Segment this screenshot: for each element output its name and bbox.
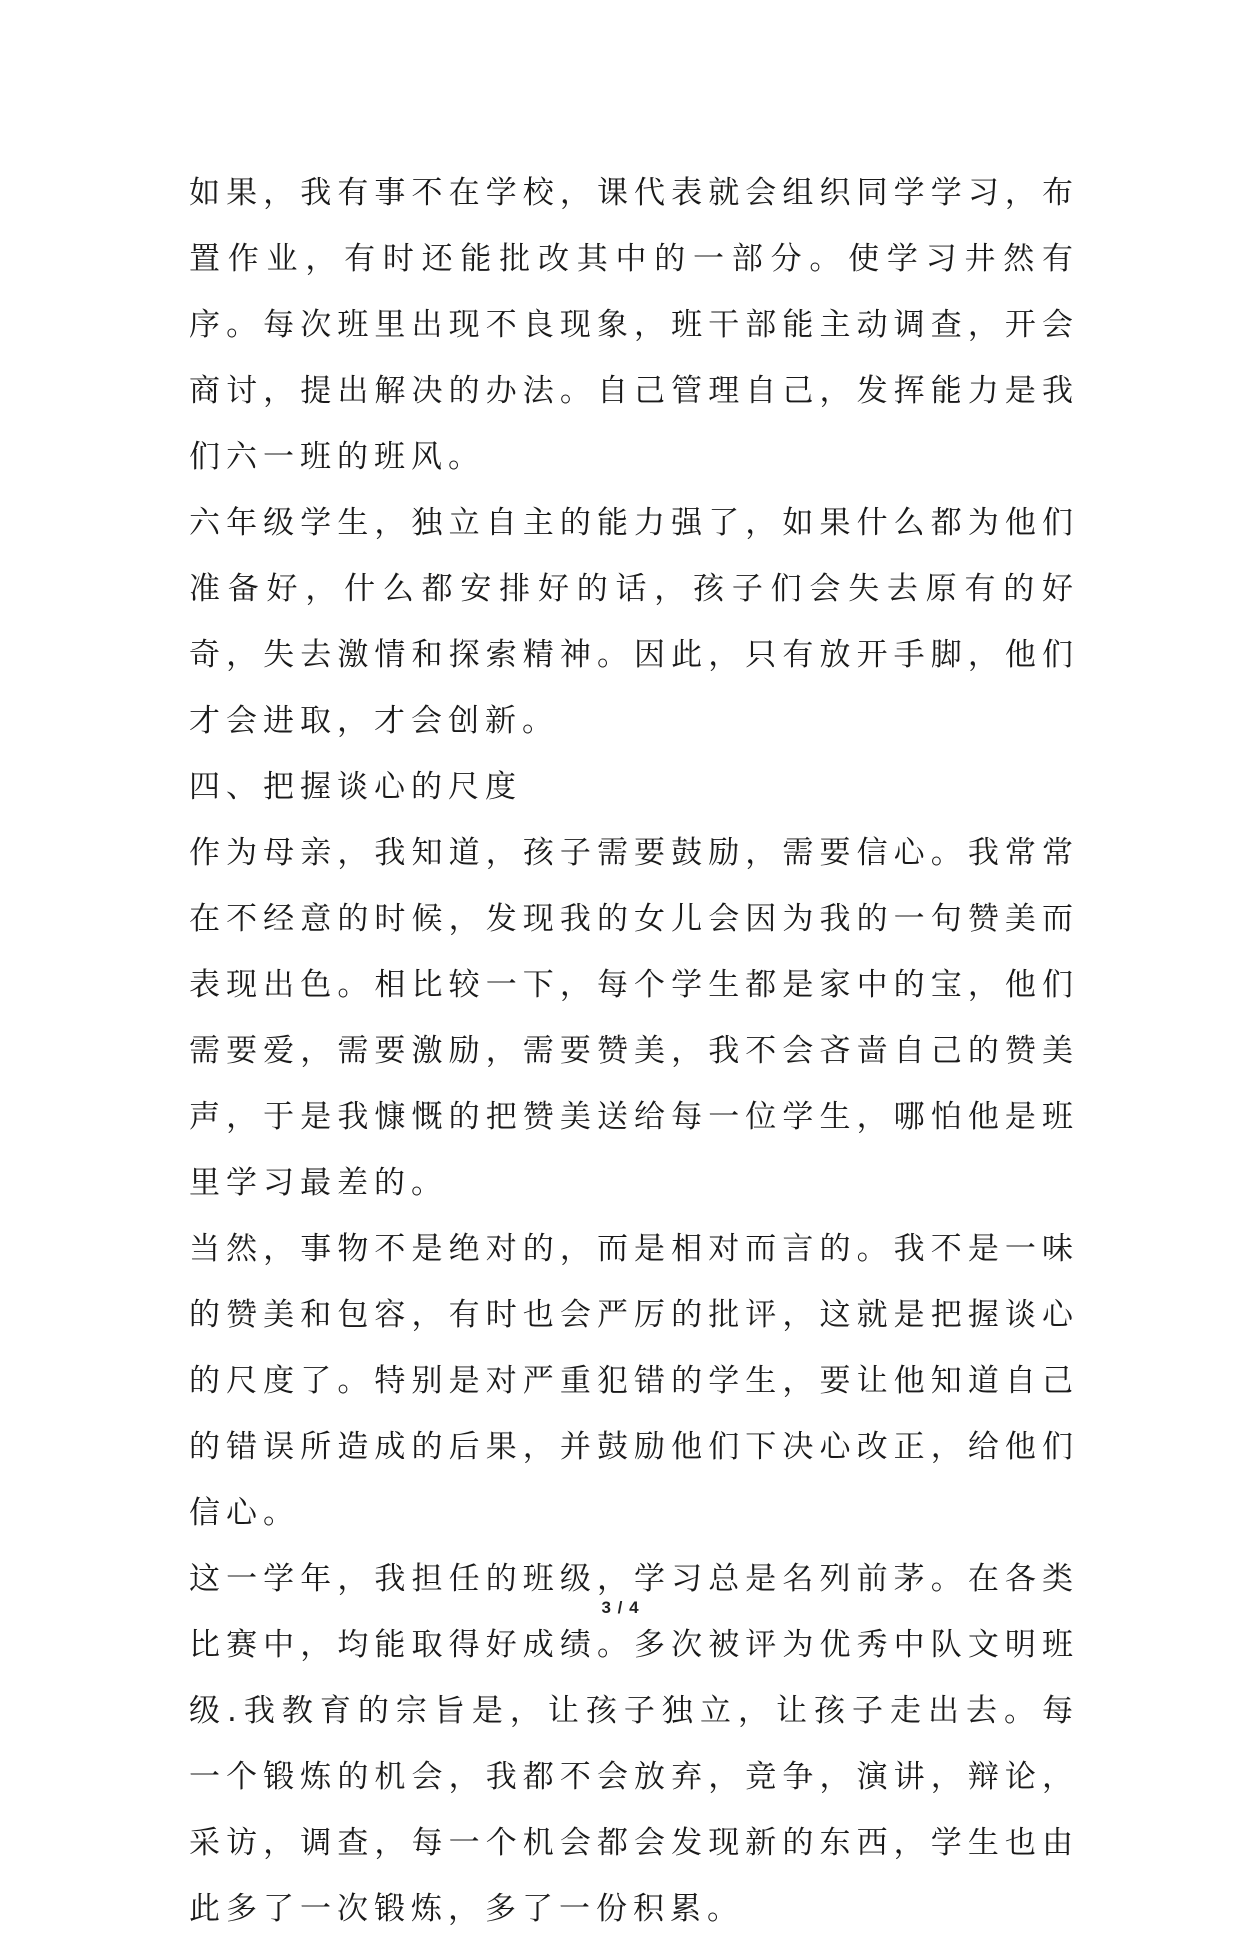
paragraph-1: 如果，我有事不在学校，课代表就会组织同学学习，布置作业，有时还能批改其中的一部分。使学习井然有序。每次班里出现不良现象，班干部能主动调查，开会商讨，提出解决的办法。自己管理自己，发挥能力是我们六一班的班风。 — [189, 175, 1079, 475]
paragraph-3: 作为母亲，我知道，孩子需要鼓励，需要信心。我常常在不经意的时候，发现我的女儿会因为我的一句赞美而表现出色。相比较一下，每个学生都是家中的宝，他们需要爱，需要激励，需要赞美，我不会吝啬自己的赞美声，于是我慷慨的把赞美送给每一位学生，哪怕他是班里学习最差的。 — [189, 835, 1079, 1201]
paragraph-4: 当然，事物不是绝对的，而是相对而言的。我不是一味的赞美和包容，有时也会严厉的批评，这就是把握谈心的尺度了。特别是对严重犯错的学生，要让他知道自己的错误所造成的后果，并鼓励他们下决心改正，给他们信心。 — [189, 1231, 1079, 1531]
paragraph-5: 这一学年，我担任的班级，学习总是名列前茅。在各类比赛中，均能取得好成绩。多次被评为优秀中队文明班级.我教育的宗旨是，让孩子独立，让孩子走出去。每一个锻炼的机会，我都不会放弃，竞争，演讲，辩论，采访，调查，每一个机会都会发现新的东西，学生也由此多了一次锻炼，多了一份积累。 — [189, 1561, 1079, 1927]
section-heading: 四、把握谈心的尺度 — [189, 769, 522, 805]
paragraph-2: 六年级学生，独立自主的能力强了，如果什么都为他们准备好，什么都安排好的话，孩子们会失去原有的好奇，失去激情和探索精神。因此，只有放开手脚，他们才会进取，才会创新。 — [189, 505, 1079, 739]
body-text — [189, 160, 1079, 1942]
page-number: 3 / 4 — [601, 1598, 640, 1617]
